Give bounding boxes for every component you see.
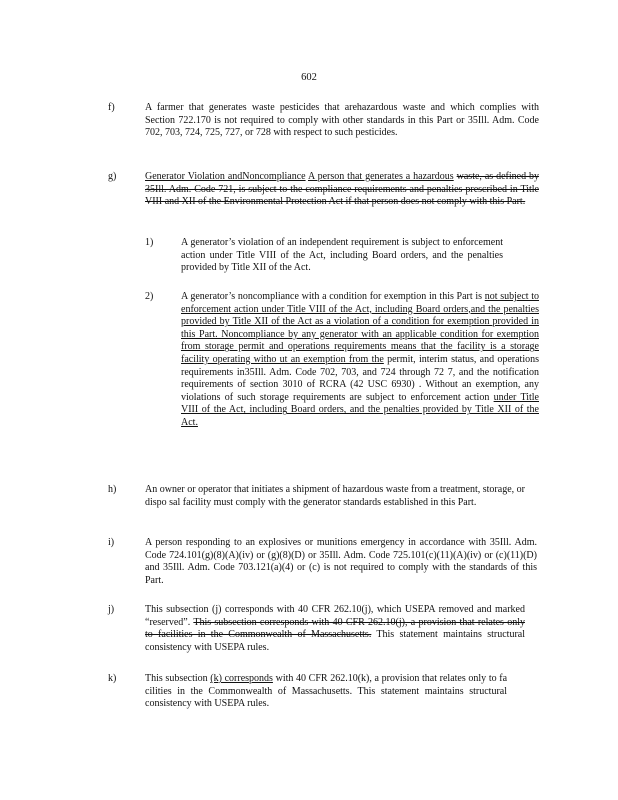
item-g-heading: Generator Violation andNoncompliance (145, 171, 306, 182)
item-k-text-part2: with 40 CFR 262.10(k), a provision that relates only to fa cilities in the Commonwealth of Massachusetts. This statement maintains structural consistency with USEPA rules. (145, 673, 508, 710)
item-i-label: i) (108, 537, 115, 548)
item-j-text (145, 604, 525, 654)
page-number: 602 (301, 72, 317, 83)
item-k-label: k) (108, 673, 117, 684)
item-f-label: f) (108, 102, 115, 113)
item-g2-text (181, 291, 539, 430)
item-g1-label: 1) (145, 237, 154, 248)
item-g2-label: 2) (145, 291, 154, 302)
item-f-text: A farmer that generates waste pesticides that arehazardous waste and which complies with Section 722.170 is not required to comply with other standards in this Part or 35Ill. Adm. Code 702, 703, 724, 725, 727, or 728 with respect to such pesticides. (145, 102, 539, 139)
item-j-text-part1: This subsection (j) corresponds with 40 CFR 262.10(j), which USEPA removed and marked “reserved”. (145, 604, 525, 628)
item-j-text-part2: This statement maintains structural consistency with USEPA rules. (145, 629, 525, 653)
item-g-label: g) (108, 171, 117, 182)
item-k-inserted-text: (k) corresponds (210, 673, 273, 684)
item-k-text-part1: This subsection (145, 673, 208, 684)
item-j-deleted-text: This subsection corresponds with 40 CFR 262.10(j), a provision that relates only to facilities in the Commonwealth of Massachusetts. (145, 616, 525, 641)
item-g-heading-rest: A person that generates a hazardous (307, 171, 454, 182)
item-g2-inserted-text-2: under Title VIII of the Act, including Board orders, and the penalties provided by Title XII of the Act. (181, 391, 539, 428)
item-j-label: j) (108, 604, 115, 615)
item-g2-text-part2: permit, interim status, and operations requirements in35Ill. Adm. Code 702, 703, and 724 through 72 7, and the notification requirements of section 3010 of RCRA (42 USC 6930) . Without an exemption, any violations of such storage requirements are subject to enforcement action (181, 353, 539, 403)
item-g2-text-part1: A generator’s noncompliance with a condition for exemption in this Part is (181, 291, 483, 302)
item-g-text (145, 171, 539, 209)
item-h-label: h) (108, 484, 117, 495)
item-g2-inserted-text-1: not subject to enforcement action under Title VIII of the Act, including Board orders,and the penalties provided by Title XII of the Act as a violation of a condition for exemption provided in this Part. Noncompliance by any generator with an applicable condition for exemption from storage permit and operations requirements means that the facility is a storage facility operating witho ut an exemption from the (181, 291, 540, 365)
item-i-text: A person responding to an explosives or munitions emergency in accordance with 35Ill. Adm. Code 724.101(g)(8)(A)(iv) or (g)(8)(D) or 35Ill. Adm. Code 725.101(c)(11)(A)(iv) or (c)(11)(D) and 35Ill. Adm. Code 703.121(a)(4) or (c) is not required to comply with the standards of this Part. (145, 537, 537, 586)
item-g-deleted-text: waste, as defined by 35Ill. Adm. Code 721, is subject to the compliance requirements and penalties prescribed in Title VIII and XII of the Environmental Protection Act if that person does not comply with this Part. (145, 171, 540, 208)
item-k-text (145, 673, 507, 711)
item-g1-text: A generator’s violation of an independent requirement is subject to enforcement action under Title VIII of the Act, including Board orders, and the penalties provided by Title XII of the Act. (181, 237, 503, 274)
item-h-text: An owner or operator that initiates a shipment of hazardous waste from a treatment, storage, or dispo sal facility must comply with the generator standards established in this Part. (145, 484, 525, 508)
